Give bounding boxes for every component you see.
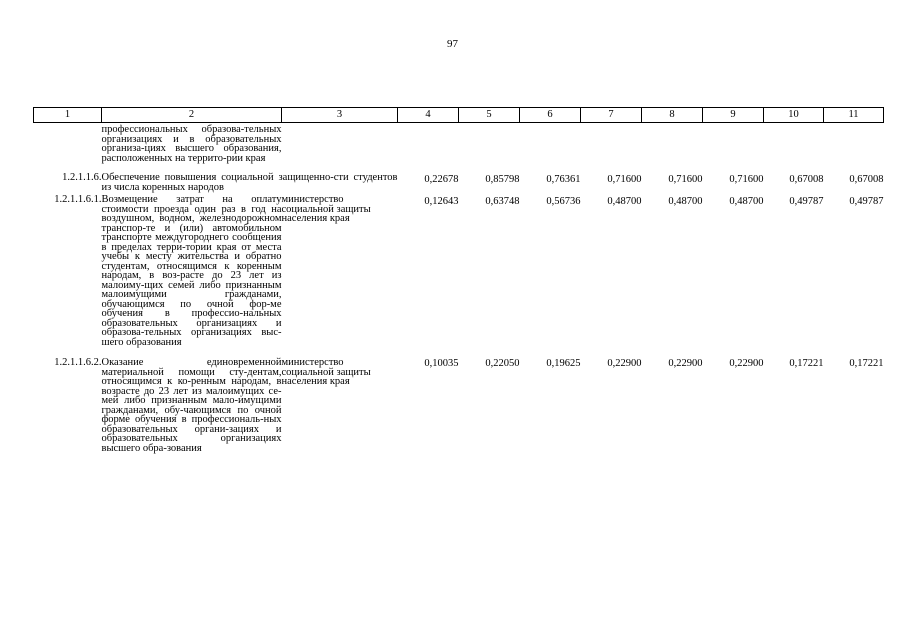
row-value: [642, 123, 703, 164]
row-value: 0,49787: [789, 196, 824, 207]
page-number: 97: [447, 38, 458, 50]
row-value: 0,71600: [668, 174, 703, 185]
column-number: 8: [642, 108, 703, 123]
table-row-1-2-1-1-6: [34, 163, 884, 192]
column-number: 3: [282, 108, 398, 123]
column-number: 11: [824, 108, 884, 123]
table-row-1-2-1-1-6-2: [34, 347, 884, 453]
row-value: [520, 123, 581, 164]
row-value: 0,63748: [485, 196, 520, 207]
row-value: 0,56736: [546, 196, 581, 207]
column-number: 7: [581, 108, 642, 123]
row-value: [459, 123, 520, 164]
table-row-continuation: [34, 123, 884, 164]
row-value: 0,71600: [607, 174, 642, 185]
row-value: 0,85798: [485, 174, 520, 185]
column-number: 9: [703, 108, 764, 123]
row-name: [102, 163, 398, 192]
row-value: 0,17221: [789, 358, 824, 369]
row-value: 0,67008: [789, 174, 824, 185]
row-value: 0,19625: [546, 358, 581, 369]
row-code: 1.2.1.1.6.2.: [54, 357, 102, 368]
row-value: [764, 123, 824, 164]
row-value: 0,17221: [849, 358, 884, 369]
row-agency: министерство социальной защиты населения края: [281, 194, 371, 224]
row-value: 0,67008: [849, 174, 884, 185]
row-value: 0,48700: [607, 196, 642, 207]
row-value: [703, 123, 764, 164]
column-number: 2: [102, 108, 282, 123]
row-name-text: Обеспечение повышения социальной защищенно-сти студентов из числа коренных народов: [101, 172, 398, 193]
row-agency: министерство социальной защиты населения края: [281, 357, 371, 387]
column-number-row: [34, 108, 884, 123]
column-number: 1: [34, 108, 102, 123]
row-value: 0,10035: [424, 358, 459, 369]
row-value: 0,48700: [668, 196, 703, 207]
column-number: 4: [398, 108, 459, 123]
column-number: 5: [459, 108, 520, 123]
row-name: профессиональных образова-тельных организациях и в образовательных организа-циях высшего образования, расположенных на террито-рии края: [101, 124, 282, 164]
table-row-1-2-1-1-6-1: [34, 192, 884, 347]
row-value: 0,49787: [849, 196, 884, 207]
row-value: 0,12643: [424, 196, 459, 207]
row-value: 0,22050: [485, 358, 520, 369]
row-value: 0,22678: [424, 174, 459, 185]
row-value: 0,76361: [546, 174, 581, 185]
row-value: [398, 123, 459, 164]
row-value: 0,71600: [729, 174, 764, 185]
row-value: [824, 123, 884, 164]
row-value: [581, 123, 642, 164]
row-value: 0,22900: [668, 358, 703, 369]
row-code: 1.2.1.1.6.: [62, 172, 102, 183]
row-value: 0,22900: [607, 358, 642, 369]
column-number: 6: [520, 108, 581, 123]
row-name: Оказание единовременной материальной помощи сту-дентам, относящимся к ко-ренным народам, в возрасте до 23 лет из малоимущих се-мей либо признанным мало-имущими гражданами, обу-чающимся по очной форме обучения в профессиональ-ных образовательных органи-зациях и образовательных организациях высшего обра-зования: [101, 357, 282, 454]
row-value: 0,22900: [729, 358, 764, 369]
row-name: Возмещение затрат на оплату стоимости проезда один раз в год на воздушном, водном, железнодорожном транспор-те и (или) автомобильном транспорте междугороднего сообщения в пределах терри-тории края от места учебы к месту жительства и обратно студентам, относящимся к коренным народам, в воз-расте до 23 лет из малоиму-щих семей либо признанным малоимущими гражданами, обучающимся по очной фор-ме обучения в профессио-нальных образовательных организациях и образова-тельных организациях выс-шего образования: [101, 194, 282, 348]
column-number: 10: [764, 108, 824, 123]
budget-table: [33, 107, 884, 453]
row-agency: [282, 123, 398, 164]
row-value: 0,48700: [729, 196, 764, 207]
row-code: [34, 123, 102, 164]
row-code: 1.2.1.1.6.1.: [54, 194, 102, 205]
